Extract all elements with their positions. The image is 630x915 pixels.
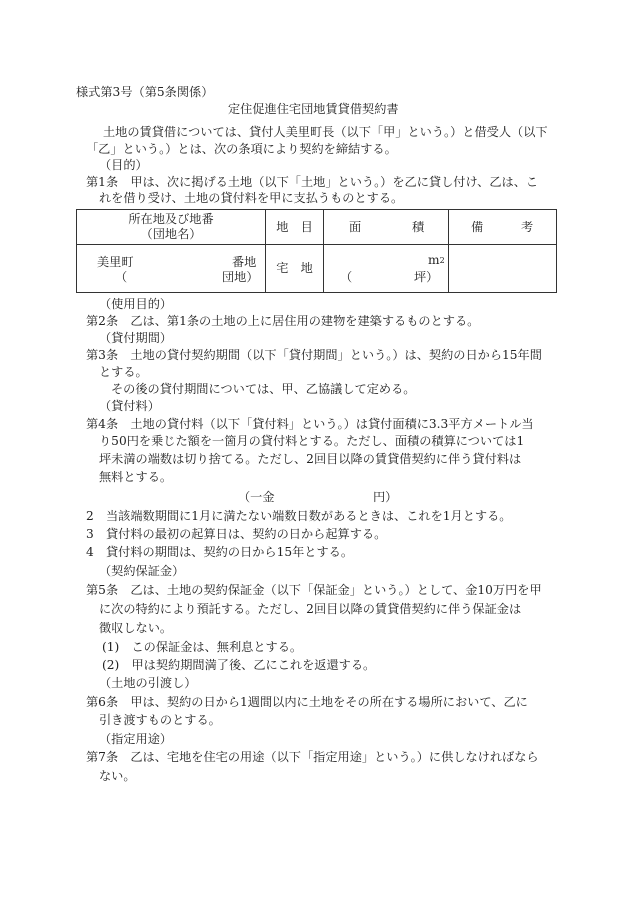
article-4-line-1: 第4条 土地の貸付料（以下「貸付料」という。）は貸付面積に3.3平方メートル当 (86, 417, 534, 431)
header-remarks-left: 備 (471, 220, 484, 234)
article-2-line-1: 第2条 乙は、第1条の土地の上に居住用の建物を建築するものとする。 (86, 314, 480, 328)
header-location (77, 210, 266, 245)
header-category: 地 目 (266, 210, 324, 245)
article-3-line-2: とする。 (99, 365, 148, 379)
article-5-heading: （契約保証金） (99, 564, 185, 578)
article-6-line-2: 引き渡すものとする。 (99, 713, 221, 727)
article-7-heading: （指定用途） (99, 732, 173, 746)
article-6-heading: （土地の引渡し） (99, 676, 197, 690)
header-area-right: 積 (412, 220, 425, 234)
article-7-line-1: 第7条 乙は、宅地を住宅の用途（以下「指定用途」という。）に供しなければなら (86, 750, 539, 764)
header-remarks-right: 考 (521, 220, 534, 234)
preamble-line-1: 土地の賃貸借については、貸付人美里町長（以下「甲」という。）と借受人（以下 (103, 125, 548, 139)
land-table-header-row (77, 210, 557, 245)
amount-close: 円） (373, 490, 398, 504)
article-7-line-2: ない。 (99, 769, 136, 783)
cell-town: 美里町 (97, 255, 134, 269)
land-table (76, 209, 557, 293)
form-number: 様式第3号（第5条関係） (76, 85, 214, 99)
cell-remarks (449, 245, 557, 293)
article-5-sub-2: (2) 甲は契約期間満了後、乙にこれを返還する。 (102, 658, 376, 672)
article-1-heading: （目的） (99, 158, 148, 172)
article-3-heading: （貸付期間） (99, 331, 173, 345)
article-4-line-4: 無料とする。 (99, 470, 173, 484)
land-table-data-row (77, 245, 557, 293)
article-2-heading: （使用目的） (99, 297, 173, 311)
cell-paren-open: （ (115, 270, 128, 284)
article-4-line-3: 坪未満の端数は切り捨てる。ただし、2回目以降の賃貸借契約に伴う貸付料は (99, 452, 522, 466)
article-5-line-1: 第5条 乙は、土地の契約保証金（以下「保証金」という。）として、金10万円を甲 (86, 583, 542, 597)
preamble-line-2: 「乙」という。）とは、次の条項により契約を締結する。 (86, 142, 397, 156)
article-4-item-4: 4 貸付料の期間は、契約の日から15年とする。 (86, 545, 354, 559)
cell-tsubo-open: （ (340, 270, 353, 284)
article-4-line-2: り50円を乗じた額を一箇月の貸付料とする。ただし、面積の積算については1 (99, 434, 525, 448)
cell-tsubo: 坪） (414, 270, 439, 284)
document-title: 定住促進住宅団地賃貸借契約書 (228, 102, 399, 116)
header-location-line-2: （団地名） (140, 227, 202, 241)
cell-location (77, 245, 266, 293)
cell-danchi: 団地） (222, 270, 259, 284)
article-4-heading: （貸付料） (99, 399, 160, 413)
header-remarks (449, 210, 557, 245)
article-5-line-3: 徴収しない。 (99, 621, 173, 635)
header-location-line-1: 所在地及び地番 (128, 212, 214, 226)
header-area-left: 面 (349, 220, 362, 234)
article-1-line-2: れを借り受け、土地の貸付料を甲に支払うものとする。 (99, 191, 404, 205)
article-5-sub-1: (1) この保証金は、無利息とする。 (102, 640, 303, 654)
article-3-line-1: 第3条 土地の貸付契約期間（以下「貸付期間」という。）は、契約の日から15年間 (86, 348, 542, 362)
article-3-line-3: その後の貸付期間については、甲、乙協議して定める。 (111, 382, 416, 396)
article-5-line-2: に次の特約により預託する。ただし、2回目以降の賃貸借契約に伴う保証金は (99, 602, 522, 616)
cell-area (324, 245, 449, 293)
header-area (324, 210, 449, 245)
amount-open: （一金 (238, 490, 275, 504)
cell-banchi: 番地 (232, 255, 257, 269)
cell-area-unit: $m^2$ (428, 253, 445, 267)
cell-category: 宅 地 (266, 245, 324, 293)
article-4-item-3: 3 貸付料の最初の起算日は、契約の日から起算する。 (86, 527, 387, 541)
article-4-item-2: 2 当該端数期間に1月に満たない端数日数があるときは、これを1月とする。 (86, 509, 512, 523)
article-6-line-1: 第6条 甲は、契約の日から1週間以内に土地をその所在する場所において、乙に (86, 695, 528, 709)
article-1-line-1: 第1条 甲は、次に掲げる土地（以下「土地」という。）を乙に貸し付け、乙は、こ (86, 175, 539, 189)
